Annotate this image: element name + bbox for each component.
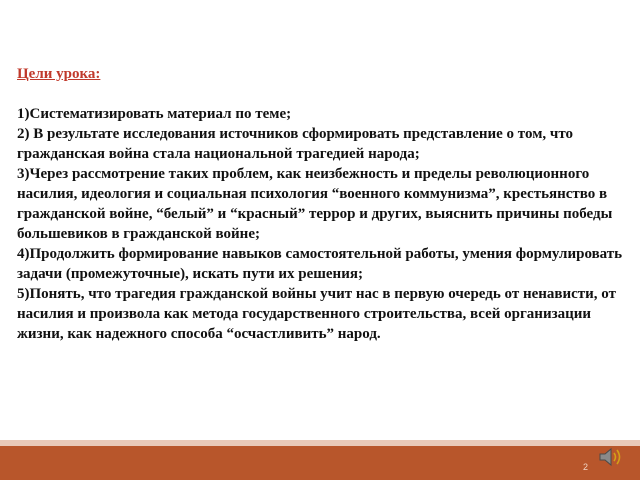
slide-content <box>17 64 623 344</box>
goal-item: 5)Понять, что трагедия гражданской войны учит нас в первую очередь от ненависти, от насилия и произвола как метода государственного строительства, всей организации жизни, как надежного способа “осчастливить” народ. <box>17 286 616 342</box>
goal-item: 2) В результате исследования источников сформировать представление о том, что гражданская война стала национальной трагедией народа; <box>17 126 574 162</box>
speaker-icon[interactable] <box>598 446 626 468</box>
slide-title: Цели урока: <box>17 66 101 82</box>
goals-list <box>17 104 623 344</box>
goal-item: 1)Систематизировать материал по теме; <box>17 106 292 122</box>
goal-item: 3)Через рассмотрение таких проблем, как неизбежность и пределы революционного насилия, идеология и социальная психология “военного коммунизма”, крестьянство в гражданской войне, “белый” и “красный” террор и других, выяснить причины победы большевиков в гражданской войне; <box>17 166 613 242</box>
goal-item: 4)Продолжить формирование навыков самостоятельной работы, умения формулировать задачи (промежуточные), искать пути их решения; <box>17 246 623 282</box>
footer-band <box>0 446 640 480</box>
page-number: 2 <box>582 462 588 472</box>
